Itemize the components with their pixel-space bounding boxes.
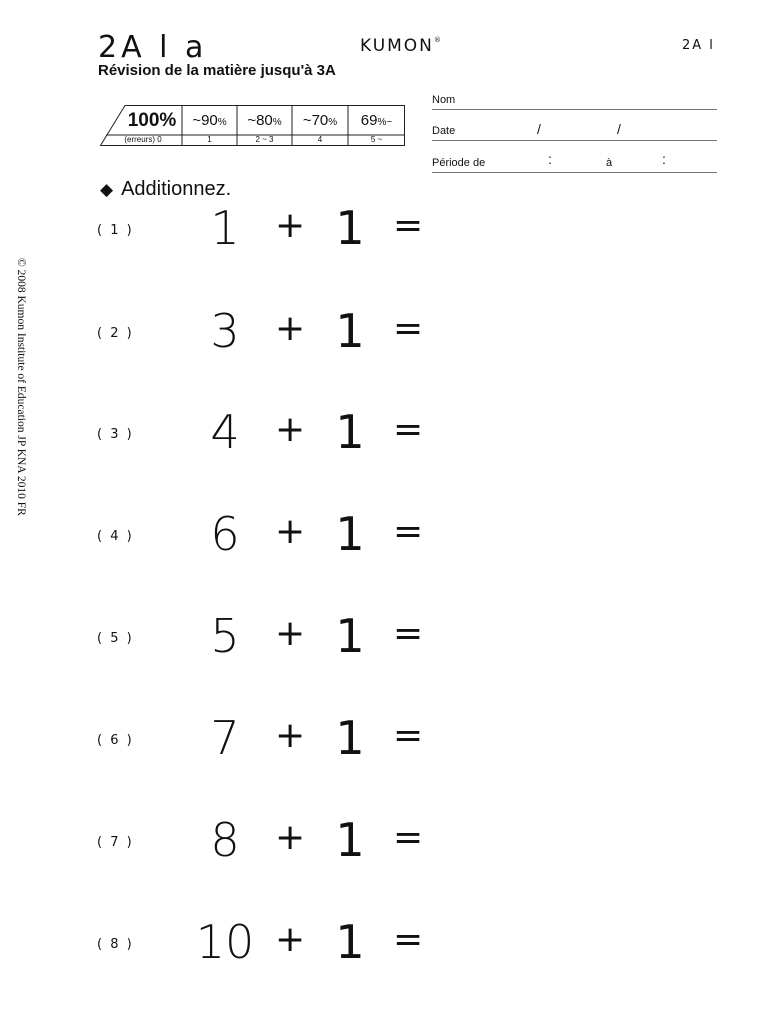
score-80 (237, 108, 292, 133)
score-value: 69 (360, 112, 378, 129)
second-addend: 1 (335, 915, 365, 969)
equals-sign: = (393, 919, 424, 960)
equals-sign: = (393, 511, 424, 552)
second-addend: 1 (335, 813, 365, 867)
diamond-bullet-icon: ◆ (100, 180, 114, 199)
score-value: 100 (127, 110, 160, 131)
score-70 (292, 108, 348, 133)
score-value: ~90 (192, 112, 218, 129)
date-label: Date (432, 125, 456, 137)
score-90 (182, 108, 237, 133)
second-addend: 1 (335, 201, 365, 255)
plus-sign: + (275, 919, 306, 960)
errors-2-3: 2 ~ 3 (255, 135, 274, 144)
plus-sign: + (275, 205, 306, 246)
errors-0: (erreurs) 0 (124, 135, 162, 144)
period-to-label: à (606, 157, 613, 169)
second-addend: 1 (335, 304, 365, 358)
problem-number: ( 8 ) (97, 937, 134, 952)
second-addend: 1 (335, 507, 365, 561)
first-addend: 8 (210, 813, 240, 867)
period-field[interactable] (432, 153, 717, 173)
kumon-logo (360, 36, 443, 56)
problem-row (0, 709, 768, 779)
instruction-text: Additionnez. (121, 178, 232, 200)
score-unit: % (328, 117, 338, 128)
first-addend: 6 (210, 507, 240, 561)
first-addend: 7 (210, 711, 240, 765)
equals-sign: = (393, 817, 424, 858)
score-value: ~70 (302, 112, 329, 129)
period-label: Période de (432, 157, 486, 169)
worksheet-subtitle: Révision de la matière jusqu'à 3A (98, 62, 336, 79)
score-unit: % (217, 117, 227, 128)
plus-sign: + (275, 409, 306, 450)
equals-sign: = (393, 205, 424, 246)
score-table (100, 105, 405, 145)
registered-mark: ® (433, 36, 443, 44)
score-unit: % (159, 110, 177, 131)
plus-sign: + (275, 817, 306, 858)
problem-row (0, 913, 768, 983)
first-addend: 10 (195, 915, 255, 969)
first-addend: 3 (210, 304, 240, 358)
problem-number: ( 5 ) (97, 631, 134, 646)
problem-number: ( 6 ) (97, 733, 134, 748)
problem-row (0, 505, 768, 575)
errors-1: 1 (207, 135, 212, 144)
problem-row (0, 302, 768, 372)
worksheet-code-right: 2A l (682, 38, 715, 53)
problem-number: ( 4 ) (97, 529, 134, 544)
problem-row (0, 811, 768, 881)
date-field[interactable] (432, 121, 717, 141)
score-value: ~80 (247, 112, 273, 129)
problem-row (0, 607, 768, 677)
equals-sign: = (393, 715, 424, 756)
first-addend: 5 (210, 609, 240, 663)
problem-number: ( 3 ) (97, 427, 134, 442)
errors-4: 4 (317, 135, 323, 144)
equals-sign: = (393, 409, 424, 450)
first-addend: 4 (210, 405, 240, 459)
brand-name: KUMON (360, 36, 434, 56)
copyright-text: © 2008 Kumon Institute of Education JP KNA 2010 FR (15, 258, 27, 516)
name-field[interactable] (432, 90, 717, 110)
errors-5: 5 ~ (370, 135, 383, 144)
period-colon: : (548, 151, 552, 167)
first-addend: 1 (210, 201, 240, 255)
name-label: Nom (432, 94, 456, 106)
problem-row (0, 403, 768, 473)
score-100 (122, 108, 182, 133)
plus-sign: + (275, 511, 306, 552)
second-addend: 1 (335, 609, 365, 663)
instruction (100, 178, 231, 201)
score-69 (348, 108, 405, 133)
plus-sign: + (275, 715, 306, 756)
date-separator: / (617, 121, 621, 137)
equals-sign: = (393, 613, 424, 654)
score-unit: %~ (377, 117, 393, 128)
plus-sign: + (275, 613, 306, 654)
worksheet-code: 2A l a (98, 30, 208, 65)
score-unit: % (272, 117, 282, 128)
equals-sign: = (393, 308, 424, 349)
problem-number: ( 1 ) (97, 223, 134, 238)
second-addend: 1 (335, 405, 365, 459)
plus-sign: + (275, 308, 306, 349)
period-colon: : (662, 151, 666, 167)
problem-row (0, 199, 768, 269)
problem-number: ( 2 ) (97, 326, 134, 341)
problem-number: ( 7 ) (97, 835, 134, 850)
date-separator: / (537, 121, 541, 137)
second-addend: 1 (335, 711, 365, 765)
